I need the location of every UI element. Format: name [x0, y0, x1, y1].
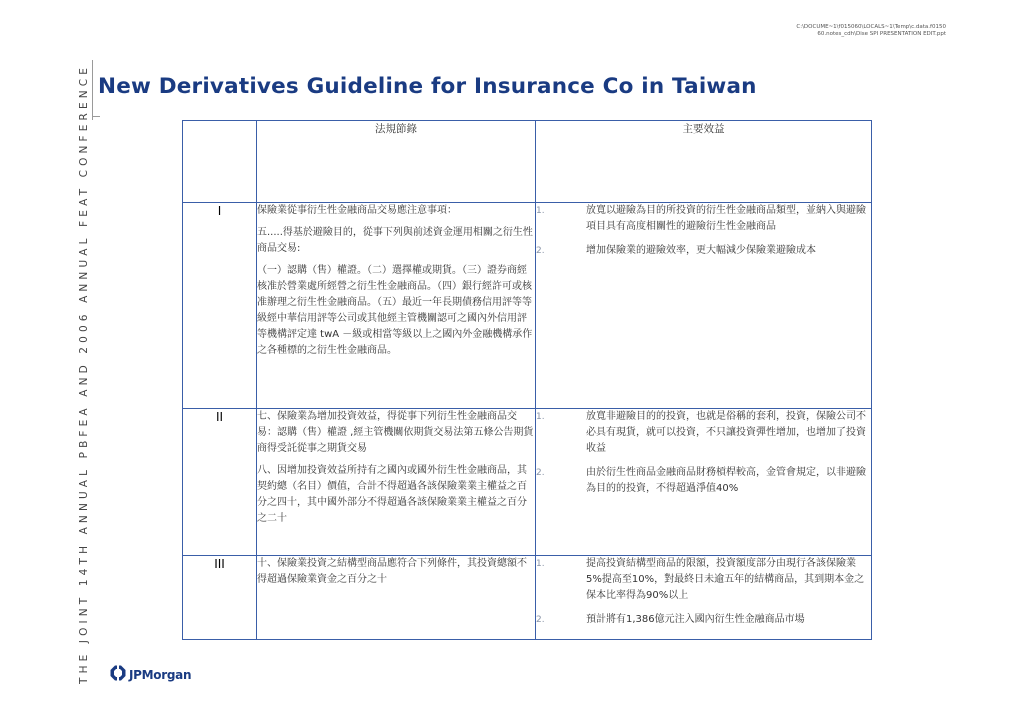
benefit-item: [536, 243, 871, 259]
row-id: II: [183, 409, 257, 556]
page-title: New Derivatives Guideline for Insurance Co in Taiwan: [98, 74, 757, 99]
header-regulation: 法規節錄: [257, 121, 536, 203]
header-blank: [183, 121, 257, 203]
table-header-row: [183, 121, 872, 203]
logo-text: JPMorgan: [129, 668, 192, 682]
file-path-line2: 60.notes_cdh\Dise SPI PRESENTATION EDIT.ppt: [817, 31, 946, 37]
table-row: [183, 556, 872, 640]
regulation-cell: [257, 203, 536, 409]
benefit-item: [536, 556, 871, 604]
conference-sidebar-text: THE JOINT 14TH ANNUAL PBFEA AND 2006 ANNUAL FEAT CONFERENCE: [78, 63, 90, 684]
benefit-number: 2.: [536, 615, 545, 625]
benefit-number: 2.: [536, 246, 545, 256]
guideline-table: [182, 120, 872, 640]
regulation-text: （一）認購（售）權證。（二）選擇權或期貨。（三）證券商經核准於營業處所經營之衍生性金融商品。（四）銀行經許可或核准辦理之衍生性金融商品。（五）最近一年長期債務信用評等等級經中華信用評等公司或其他經主管機關認可之國內外信用評等機構評定達 twA －級或相當等級以上之國內外金融機構承作之各種標的之衍生性金融商品。: [257, 265, 533, 356]
benefit-item: [536, 203, 871, 235]
benefits-cell: [536, 556, 872, 640]
benefits-cell: [536, 203, 872, 409]
benefit-item: [536, 612, 871, 628]
regulation-text: 保險業從事衍生性金融商品交易應注意事項：: [257, 205, 457, 216]
benefit-text: 提高投資結構型商品的限額，投資額度部分由現行各該保險業5%提高至10%，對最終日未逾五年的結構商品，其到期本金之保本比率得為90%以上: [586, 558, 865, 601]
benefit-number: 2.: [536, 468, 545, 478]
file-path-line1: C:\DOCUME~1\f015060\LOCALS~1\Temp\c.data.f0150: [796, 24, 946, 30]
benefit-text: 增加保險業的避險效率，更大幅減少保險業避險成本: [586, 245, 816, 256]
file-path: [796, 24, 946, 38]
benefit-item: [536, 409, 871, 457]
benefit-number: 1.: [536, 206, 545, 216]
benefit-text: 由於衍生性商品金融商品財務槓桿較高，金管會規定，以非避險為目的的投資，不得超過淨值40%: [586, 467, 866, 494]
regulation-text: 十、保險業投資之結構型商品應符合下列條件，其投資總額不得超過保險業資金之百分之十: [257, 558, 527, 585]
benefit-item: [536, 465, 871, 497]
benefit-text: 放寬非避險目的的投資，也就是俗稱的套利，投資，保險公司不必具有現貨，就可以投資，不只讓投資彈性增加，也增加了投資收益: [586, 411, 866, 454]
header-benefits: 主要效益: [536, 121, 872, 203]
sidebar-tick: [92, 116, 100, 117]
table-row: [183, 409, 872, 556]
regulation-cell: [257, 556, 536, 640]
sidebar-divider-line: [92, 60, 93, 120]
jpmorgan-logo: [110, 665, 191, 685]
benefits-cell: [536, 409, 872, 556]
table-row: [183, 203, 872, 409]
regulation-text: 五.....得基於避險目的，從事下列與前述資金運用相關之衍生性商品交易:: [257, 227, 533, 254]
regulation-text: 八、因增加投資效益所持有之國內或國外衍生性金融商品，其契約總（名目）價值，合計不得超過各該保險業業主權益之百分之四十，其中國外部分不得超過各該保險業業主權益之百分之二十: [257, 465, 527, 524]
regulation-cell: [257, 409, 536, 556]
regulation-text: 七、保險業為增加投資效益，得從事下列衍生性金融商品交易：認購（售）權證 ,經主管機關依期貨交易法第五條公告期貨商得受託從事之期貨交易: [257, 411, 534, 454]
row-id: III: [183, 556, 257, 640]
benefit-number: 1.: [536, 559, 545, 569]
jpmorgan-octagon-icon: [110, 665, 126, 685]
row-id: I: [183, 203, 257, 409]
benefit-number: 1.: [536, 412, 545, 422]
benefit-text: 放寬以避險為目的所投資的衍生性金融商品類型，並納入與避險項目具有高度相關性的避險衍生性金融商品: [586, 205, 866, 232]
benefit-text: 預計將有1,386億元注入國內衍生性金融商品市場: [586, 614, 805, 625]
